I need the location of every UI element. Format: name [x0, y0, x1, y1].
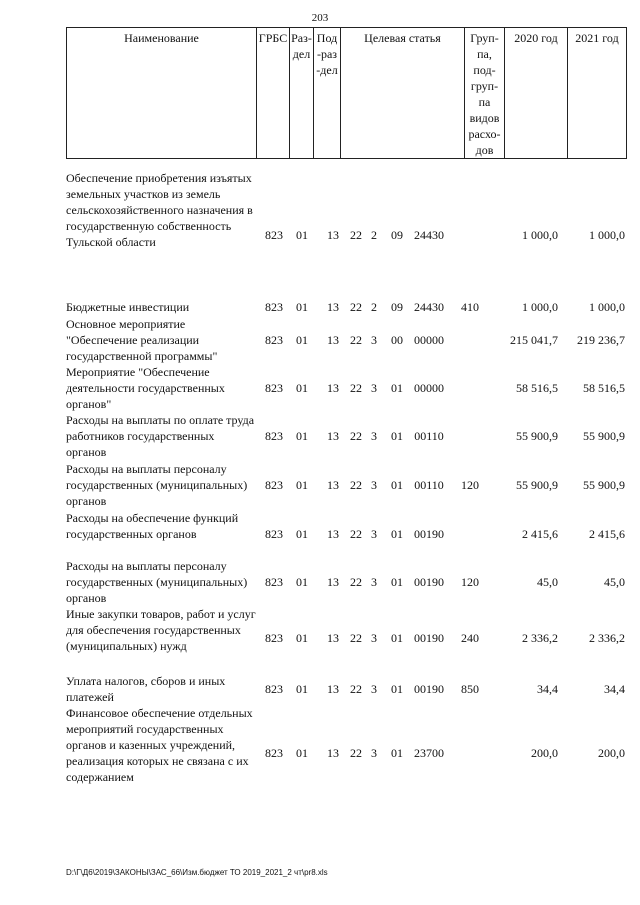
cell-cs1: 22 [350, 429, 362, 443]
cell-cs2: 3 [371, 429, 377, 443]
header-podrazdel: Под-раз-дел [314, 28, 341, 159]
cell-razdel: 01 [296, 575, 308, 589]
cell-2021: 1 000,0 [589, 228, 625, 242]
row-name: Уплата налогов, сборов и иных платежей [66, 674, 226, 704]
cell-cs4: 24430 [414, 228, 444, 242]
row-name: Основное мероприятие "Обеспечение реализации государственной программы" [66, 317, 218, 363]
row-name: Мероприятие "Обеспечение деятельности государственных органов" [66, 365, 225, 411]
row-name: Расходы на обеспечение функций государственных органов [66, 511, 239, 541]
cell-cs3: 01 [391, 746, 403, 760]
cell-cs3: 01 [391, 478, 403, 492]
cell-cs1: 22 [350, 527, 362, 541]
row-name: Расходы на выплаты персоналу государственных (муниципальных) органов [66, 559, 248, 605]
cell-2021: 45,0 [604, 575, 625, 589]
header-grbs: ГРБС [257, 28, 290, 159]
cell-cs2: 3 [371, 631, 377, 645]
cell-cs1: 22 [350, 300, 362, 314]
cell-razdel: 01 [296, 682, 308, 696]
cell-cs3: 00 [391, 333, 403, 347]
cell-cs3: 01 [391, 429, 403, 443]
cell-vid: 120 [461, 575, 479, 589]
row-name: Расходы на выплаты по оплате труда работников государственных органов [66, 413, 255, 459]
cell-cs2: 3 [371, 478, 377, 492]
cell-cs4: 00000 [414, 381, 444, 395]
page-number: 203 [311, 12, 329, 24]
cell-podrazdel: 13 [327, 300, 339, 314]
cell-cs2: 3 [371, 527, 377, 541]
header-celevaya: Целевая статья [341, 28, 465, 159]
cell-grbs: 823 [265, 682, 283, 696]
cell-cs2: 3 [371, 746, 377, 760]
cell-2020: 34,4 [537, 682, 558, 696]
cell-cs1: 22 [350, 228, 362, 242]
cell-cs4: 00190 [414, 527, 444, 541]
cell-vid: 410 [461, 300, 479, 314]
cell-cs1: 22 [350, 746, 362, 760]
cell-razdel: 01 [296, 300, 308, 314]
cell-razdel: 01 [296, 478, 308, 492]
cell-grbs: 823 [265, 333, 283, 347]
cell-2021: 1 000,0 [589, 300, 625, 314]
cell-cs2: 3 [371, 575, 377, 589]
cell-cs1: 22 [350, 575, 362, 589]
cell-2021: 58 516,5 [583, 381, 625, 395]
cell-podrazdel: 13 [327, 631, 339, 645]
cell-podrazdel: 13 [327, 746, 339, 760]
cell-2020: 55 900,9 [516, 478, 558, 492]
header-2020: 2020 год [505, 28, 568, 159]
cell-cs2: 2 [371, 300, 377, 314]
cell-cs3: 09 [391, 228, 403, 242]
header-razdel: Раз-дел [290, 28, 314, 159]
header-2021: 2021 год [568, 28, 627, 159]
cell-razdel: 01 [296, 746, 308, 760]
cell-cs3: 01 [391, 527, 403, 541]
file-path-footer: D:\Г\Д6\2019\ЗАКОНЫ\ЗАС_66\Изм.бюджет ТО 2019_2021_2 чт\pr8.xls [66, 868, 328, 877]
cell-cs4: 00110 [414, 429, 444, 443]
cell-2021: 55 900,9 [583, 429, 625, 443]
cell-2020: 1 000,0 [522, 228, 558, 242]
cell-podrazdel: 13 [327, 478, 339, 492]
cell-podrazdel: 13 [327, 333, 339, 347]
row-name: Бюджетные инвестиции [66, 300, 190, 314]
cell-2020: 2 336,2 [522, 631, 558, 645]
cell-cs4: 00000 [414, 333, 444, 347]
cell-grbs: 823 [265, 478, 283, 492]
cell-2021: 34,4 [604, 682, 625, 696]
cell-grbs: 823 [265, 381, 283, 395]
cell-grbs: 823 [265, 575, 283, 589]
cell-cs1: 22 [350, 682, 362, 696]
cell-cs3: 01 [391, 381, 403, 395]
cell-cs3: 01 [391, 575, 403, 589]
cell-cs4: 00190 [414, 682, 444, 696]
cell-podrazdel: 13 [327, 381, 339, 395]
cell-cs3: 01 [391, 631, 403, 645]
cell-grbs: 823 [265, 527, 283, 541]
cell-grbs: 823 [265, 429, 283, 443]
cell-2021: 219 236,7 [577, 333, 625, 347]
cell-podrazdel: 13 [327, 228, 339, 242]
cell-2020: 2 415,6 [522, 527, 558, 541]
cell-razdel: 01 [296, 429, 308, 443]
row-name: Расходы на выплаты персоналу государственных (муниципальных) органов [66, 462, 248, 508]
cell-2020: 55 900,9 [516, 429, 558, 443]
cell-cs1: 22 [350, 333, 362, 347]
header-gruppa: Груп-па, под-груп-па видов расхо-дов [465, 28, 505, 159]
cell-vid: 120 [461, 478, 479, 492]
cell-cs3: 09 [391, 300, 403, 314]
cell-razdel: 01 [296, 333, 308, 347]
cell-cs4: 00110 [414, 478, 444, 492]
cell-podrazdel: 13 [327, 575, 339, 589]
cell-grbs: 823 [265, 746, 283, 760]
cell-razdel: 01 [296, 631, 308, 645]
cell-cs3: 01 [391, 682, 403, 696]
cell-2021: 2 336,2 [589, 631, 625, 645]
cell-vid: 850 [461, 682, 479, 696]
cell-grbs: 823 [265, 300, 283, 314]
cell-cs4: 00190 [414, 575, 444, 589]
cell-2021: 2 415,6 [589, 527, 625, 541]
row-name: Обеспечение приобретения изъятых земельных участков из земель сельскохозяйственного назначения в государственную собственность Тульской области [66, 171, 253, 249]
cell-razdel: 01 [296, 228, 308, 242]
cell-cs2: 3 [371, 381, 377, 395]
cell-razdel: 01 [296, 381, 308, 395]
cell-podrazdel: 13 [327, 527, 339, 541]
row-name: Финансовое обеспечение отдельных мероприятий государственных органов и казенных учреждений, реализация которых не связана с их содержанием [66, 706, 253, 784]
cell-razdel: 01 [296, 527, 308, 541]
cell-2021: 200,0 [598, 746, 625, 760]
cell-cs4: 24430 [414, 300, 444, 314]
cell-cs1: 22 [350, 631, 362, 645]
cell-vid: 240 [461, 631, 479, 645]
cell-cs2: 2 [371, 228, 377, 242]
cell-2020: 215 041,7 [510, 333, 558, 347]
cell-cs2: 3 [371, 682, 377, 696]
cell-2020: 200,0 [531, 746, 558, 760]
cell-grbs: 823 [265, 631, 283, 645]
cell-2020: 58 516,5 [516, 381, 558, 395]
cell-cs4: 00190 [414, 631, 444, 645]
cell-cs1: 22 [350, 381, 362, 395]
cell-cs2: 3 [371, 333, 377, 347]
cell-podrazdel: 13 [327, 429, 339, 443]
row-name: Иные закупки товаров, работ и услуг для обеспечения государственных (муниципальных) нужд [66, 607, 256, 653]
cell-2020: 45,0 [537, 575, 558, 589]
cell-cs1: 22 [350, 478, 362, 492]
cell-grbs: 823 [265, 228, 283, 242]
cell-2021: 55 900,9 [583, 478, 625, 492]
cell-2020: 1 000,0 [522, 300, 558, 314]
header-name: Наименование [67, 28, 257, 159]
cell-podrazdel: 13 [327, 682, 339, 696]
cell-cs4: 23700 [414, 746, 444, 760]
